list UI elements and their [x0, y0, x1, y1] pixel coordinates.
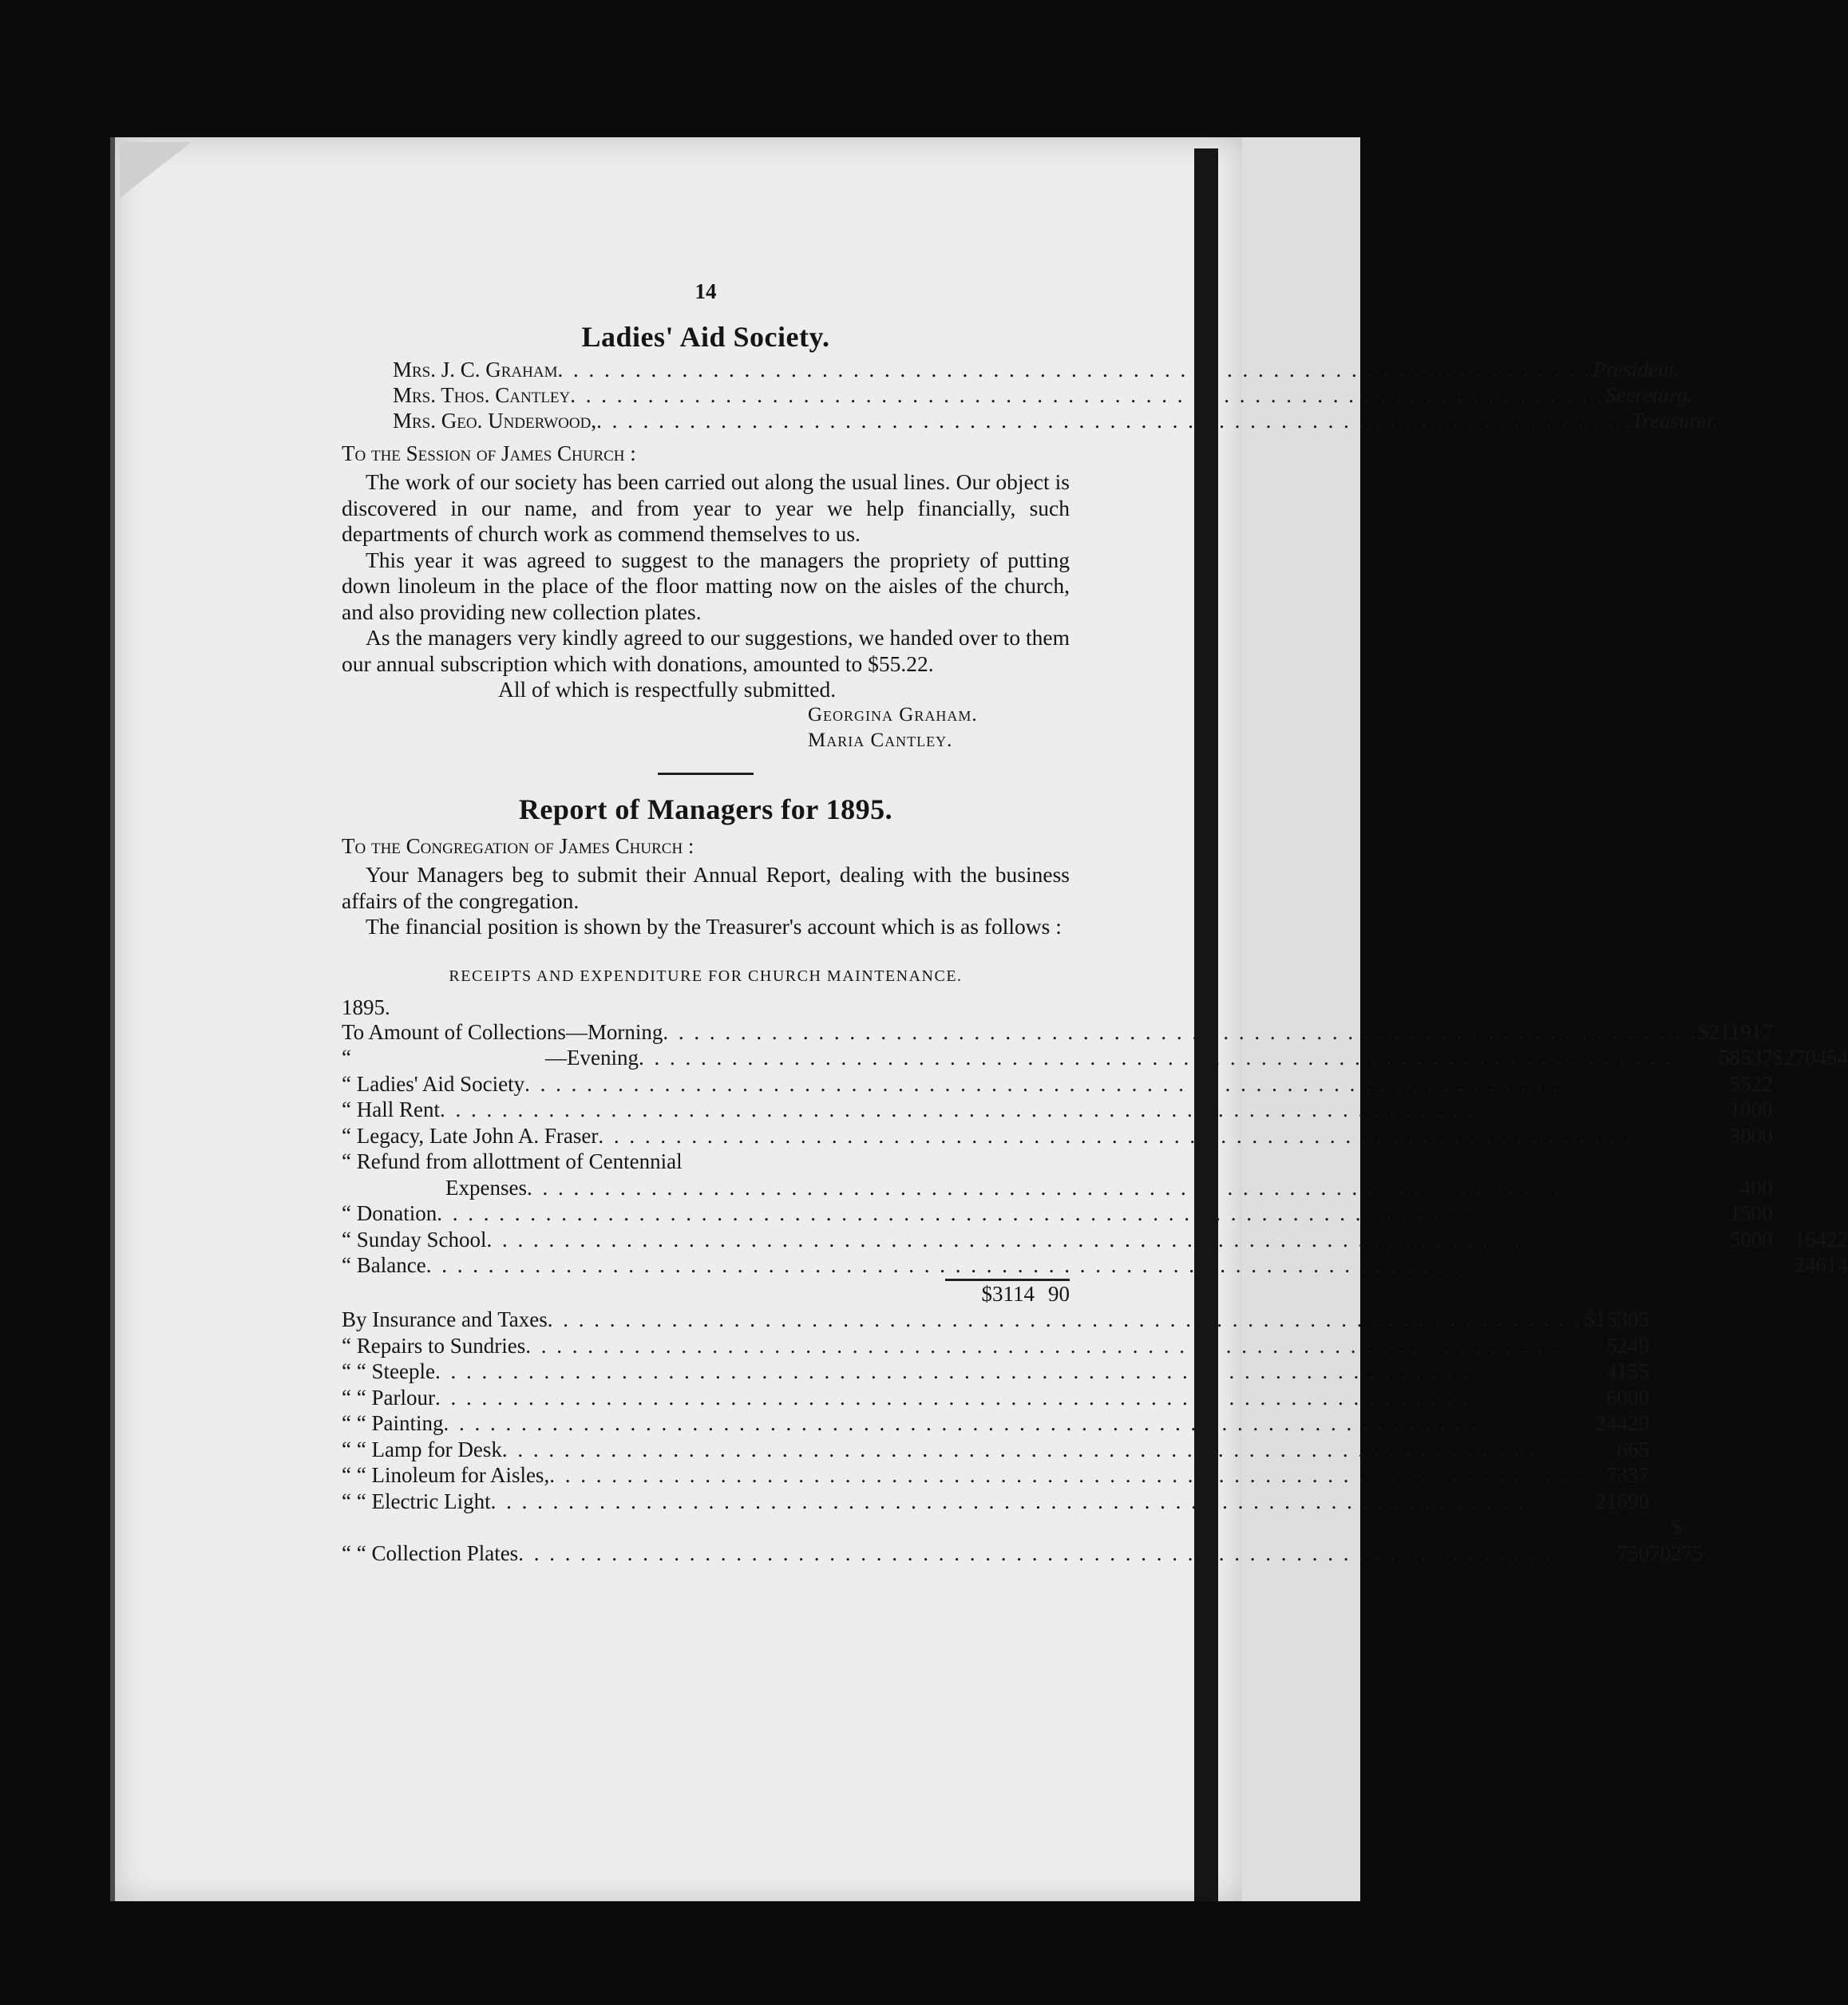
- ledger-label: “ Hall Rent: [342, 1097, 440, 1121]
- ledger-label: “ Repairs to Sundries: [342, 1333, 526, 1358]
- managers-paragraph: The financial position is shown by the Treasurer's account which is as follows :: [366, 914, 1062, 939]
- total-dollars: [1649, 1489, 1682, 1515]
- amount-dollars: [1698, 1149, 1751, 1175]
- ledger-label: “ “ Electric Light: [342, 1489, 491, 1513]
- total-dollars: [1649, 1307, 1682, 1333]
- amount-dollars: 585: [1719, 1046, 1751, 1070]
- amount-dollars: [1698, 1252, 1751, 1279]
- total-cents: [1681, 1358, 1703, 1385]
- ledger-label: “ “ Painting: [342, 1411, 444, 1435]
- amount-cents: 37: [1627, 1463, 1649, 1487]
- ledger-label: Expenses: [445, 1175, 527, 1200]
- total-dollars: [1773, 1123, 1827, 1149]
- ledger-row: [342, 1149, 1848, 1175]
- account-title: RECEIPTS AND EXPENDITURE FOR CHURCH MAINTENANCE.: [449, 967, 963, 985]
- leader-dots: [598, 1123, 1698, 1149]
- amount-dollars: 50: [1729, 1227, 1751, 1252]
- total-dollars: 164: [1794, 1227, 1827, 1252]
- total-cents: [1826, 1149, 1848, 1175]
- officer-role: Treasurer.: [1631, 409, 1719, 433]
- amount-cents: 05: [1627, 1307, 1649, 1331]
- amount-dollars: 7: [1617, 1540, 1628, 1565]
- account-year: 1895.: [342, 995, 390, 1019]
- total-cents: [1681, 1410, 1703, 1437]
- ledger-label: “ Refund from allottment of Centennial: [342, 1149, 683, 1173]
- leader-dots: [435, 1358, 1585, 1385]
- total-dollars: [1649, 1385, 1682, 1411]
- ledger-row: [342, 1123, 1848, 1149]
- amount-cents: 22: [1751, 1071, 1773, 1096]
- total-cents: [1826, 1200, 1848, 1227]
- total-cents: [1826, 1071, 1848, 1097]
- ledger-row: [342, 1333, 1703, 1359]
- total-cents: 75: [1681, 1540, 1704, 1565]
- officer-name: Mrs. Thos. Cantley: [393, 383, 571, 407]
- ledger-row: [342, 1489, 1703, 1515]
- leader-dots: [435, 1385, 1585, 1411]
- total-dollars: [1773, 1019, 1827, 1046]
- total-dollars: $ 702: [1648, 1515, 1682, 1565]
- ledger-label: By Insurance and Taxes: [342, 1307, 548, 1331]
- signer-name: Maria Cantley.: [808, 730, 953, 751]
- ledger-row: [342, 1307, 1703, 1333]
- leader-dots: [558, 357, 1593, 382]
- ledger-label: “ Donation: [342, 1201, 437, 1225]
- ledger-row: [342, 1071, 1848, 1097]
- ladies-aid-paragraph: This year it was agreed to suggest to the managers the propriety of putting down linoleum in the place of the floor matting now on the aisles of the church, and also providing new collection plates.: [342, 547, 1070, 624]
- amount-dollars: 6: [1617, 1437, 1628, 1461]
- total-dollars: [1773, 1175, 1827, 1201]
- leader-dots: [524, 1071, 1698, 1097]
- ledger-label: “ “ Parlour: [342, 1385, 435, 1410]
- amount-cents: 00: [1627, 1385, 1649, 1410]
- amount-cents: 90: [1627, 1489, 1649, 1513]
- total-cents: 14: [1826, 1253, 1848, 1277]
- ladies-aid-heading: Ladies' Aid Society.: [581, 321, 830, 353]
- ledger-row: [342, 1358, 1703, 1385]
- leader-dots: [443, 1410, 1584, 1437]
- amount-cents: 00: [1751, 1175, 1773, 1200]
- amount-cents: 17: [1751, 1019, 1773, 1044]
- ledger-row: [342, 1385, 1703, 1411]
- ledger-label: “ Sunday School: [342, 1227, 487, 1252]
- leader-dots: [527, 1175, 1698, 1201]
- leader-dots: [437, 1200, 1698, 1227]
- amount-dollars: $153: [1584, 1307, 1628, 1331]
- ledger-row: [342, 1410, 1703, 1437]
- ledger-label: “ Balance: [342, 1253, 426, 1277]
- total-dollars: [1649, 1333, 1682, 1359]
- receipts-total-cents: 90: [1035, 1279, 1070, 1307]
- ledger-label: To Amount of Collections—Morning: [342, 1019, 663, 1044]
- amount-dollars: 4: [1740, 1175, 1751, 1200]
- amount-cents: 00: [1751, 1123, 1773, 1148]
- total-cents: 22: [1826, 1227, 1848, 1252]
- managers-report-heading: Report of Managers for 1895.: [518, 793, 893, 825]
- ledger-row: [342, 1045, 1848, 1071]
- total-dollars: $2704: [1772, 1046, 1827, 1070]
- ledger-row: [342, 1462, 1703, 1489]
- ledger-label: “ “ Linoleum for Aisles,: [342, 1463, 550, 1487]
- amount-dollars: 15: [1729, 1201, 1751, 1225]
- total-dollars: [1773, 1200, 1827, 1227]
- leader-dots: [639, 1045, 1698, 1071]
- ledger-label: “ —Evening: [342, 1046, 639, 1070]
- amount-dollars: 41: [1605, 1359, 1628, 1383]
- ledger-label: “ “ Steeple: [342, 1359, 435, 1383]
- amount-cents: 00: [1751, 1097, 1773, 1121]
- leader-dots: [570, 382, 1605, 408]
- total-dollars: [1773, 1097, 1827, 1123]
- officer-row: [393, 382, 1693, 408]
- page-number: 14: [694, 279, 717, 303]
- ledger-label: “ “ Lamp for Desk: [342, 1437, 502, 1461]
- total-dollars: [1649, 1462, 1682, 1489]
- ledger-row: [342, 1019, 1848, 1046]
- total-cents: [1681, 1437, 1703, 1463]
- amount-cents: 49: [1627, 1333, 1649, 1358]
- officer-name: Mrs. J. C. Graham: [393, 358, 558, 382]
- amount-cents: 55: [1627, 1359, 1649, 1383]
- amount-dollars: 73: [1605, 1463, 1628, 1487]
- total-dollars: [1649, 1358, 1682, 1385]
- leader-dots: [596, 408, 1632, 433]
- total-cents: 54: [1826, 1046, 1848, 1070]
- ladies-aid-paragraph: The work of our society has been carried out along the usual lines. Our object is discovered in our name, and from year to year we help financially, such departments of church work as commend themselves to us.: [342, 469, 1070, 546]
- amount-dollars: 10: [1729, 1097, 1751, 1121]
- leader-dots: [518, 1540, 1585, 1567]
- managers-paragraph: Your Managers beg to submit their Annual Report, dealing with the business affairs of the congregation.: [342, 862, 1070, 913]
- ledger-row: [342, 1227, 1848, 1253]
- total-dollars: 246: [1794, 1253, 1827, 1277]
- leader-dots: [525, 1333, 1585, 1359]
- leader-dots: [548, 1307, 1585, 1333]
- amount-dollars: 52: [1605, 1333, 1628, 1358]
- total-dollars: [1773, 1071, 1827, 1097]
- ledger-row: [342, 1514, 1703, 1566]
- officers-list: [393, 357, 1719, 433]
- officer-name: Mrs. Geo. Underwood,: [393, 409, 597, 433]
- total-dollars: [1649, 1437, 1682, 1463]
- amount-dollars: 216: [1595, 1489, 1628, 1513]
- officer-row: [393, 408, 1719, 433]
- total-cents: [1681, 1307, 1703, 1333]
- page-content: [342, 279, 1848, 1566]
- ledger-row: [342, 1097, 1848, 1123]
- amount-dollars: 60: [1605, 1385, 1628, 1410]
- signer-name: Georgina Graham.: [808, 704, 978, 726]
- ledger-label: “ Ladies' Aid Society: [342, 1071, 525, 1096]
- closing-line: All of which is respectfully submitted.: [498, 677, 837, 702]
- receipts-total-table: [342, 1279, 1070, 1307]
- leader-dots: [502, 1437, 1585, 1463]
- ledger-label: “ “ Collection Plates: [342, 1540, 519, 1565]
- leader-dots: [491, 1489, 1585, 1515]
- total-cents: [1826, 1123, 1848, 1149]
- total-dollars: [1773, 1149, 1827, 1175]
- leader-dots: [487, 1227, 1699, 1253]
- receipts-total-row: [342, 1279, 1070, 1307]
- managers-salutation: To the Congregation of James Church :: [342, 834, 694, 858]
- leader-dots: [663, 1019, 1698, 1046]
- leader-dots: [426, 1252, 1698, 1279]
- amount-cents: 00: [1751, 1201, 1773, 1225]
- ladies-aid-paragraph: As the managers very kindly agreed to our suggestions, we handed over to them our annual subscription which with donations, amounted to $55.22.: [342, 625, 1070, 676]
- ledger-row: [342, 1200, 1848, 1227]
- amount-cents: [1751, 1252, 1773, 1279]
- officer-role: Presideut.: [1593, 358, 1680, 382]
- total-cents: [1826, 1097, 1848, 1123]
- amount-cents: 37: [1751, 1046, 1773, 1070]
- amount-dollars: 55: [1729, 1071, 1751, 1096]
- folded-corner: [120, 142, 192, 198]
- ledger-row: [342, 1175, 1848, 1201]
- expenditures-table: [342, 1307, 1703, 1566]
- total-cents: [1826, 1175, 1848, 1201]
- ledger-label: “ Legacy, Late John A. Fraser: [342, 1123, 599, 1148]
- total-cents: [1681, 1385, 1703, 1411]
- receipts-total-dollars: $3114: [945, 1279, 1035, 1307]
- amount-cents: 29: [1627, 1411, 1649, 1435]
- amount-cents: 00: [1751, 1227, 1773, 1252]
- amount-cents: 65: [1627, 1437, 1649, 1461]
- total-cents: [1681, 1333, 1703, 1359]
- total-cents: [1681, 1462, 1703, 1489]
- officer-row: [393, 357, 1680, 382]
- amount-cents: [1751, 1149, 1773, 1175]
- ledger-row: [342, 1437, 1703, 1463]
- amount-dollars: 244: [1595, 1411, 1628, 1435]
- ledger-row: [342, 1252, 1848, 1279]
- section-divider: [658, 773, 754, 775]
- receipts-table: [342, 1019, 1848, 1279]
- leader-dots: [549, 1462, 1585, 1489]
- officer-role: Secretarg.: [1605, 383, 1693, 407]
- total-dollars: [1649, 1410, 1682, 1437]
- total-cents: [1826, 1019, 1848, 1046]
- total-cents: [1681, 1489, 1703, 1515]
- ladies-aid-salutation: To the Session of James Church :: [342, 441, 636, 465]
- amount-dollars: $2119: [1698, 1019, 1751, 1044]
- leader-dots: [440, 1097, 1698, 1123]
- amount-dollars: 30: [1729, 1123, 1751, 1148]
- amount-cents: 50: [1627, 1540, 1649, 1565]
